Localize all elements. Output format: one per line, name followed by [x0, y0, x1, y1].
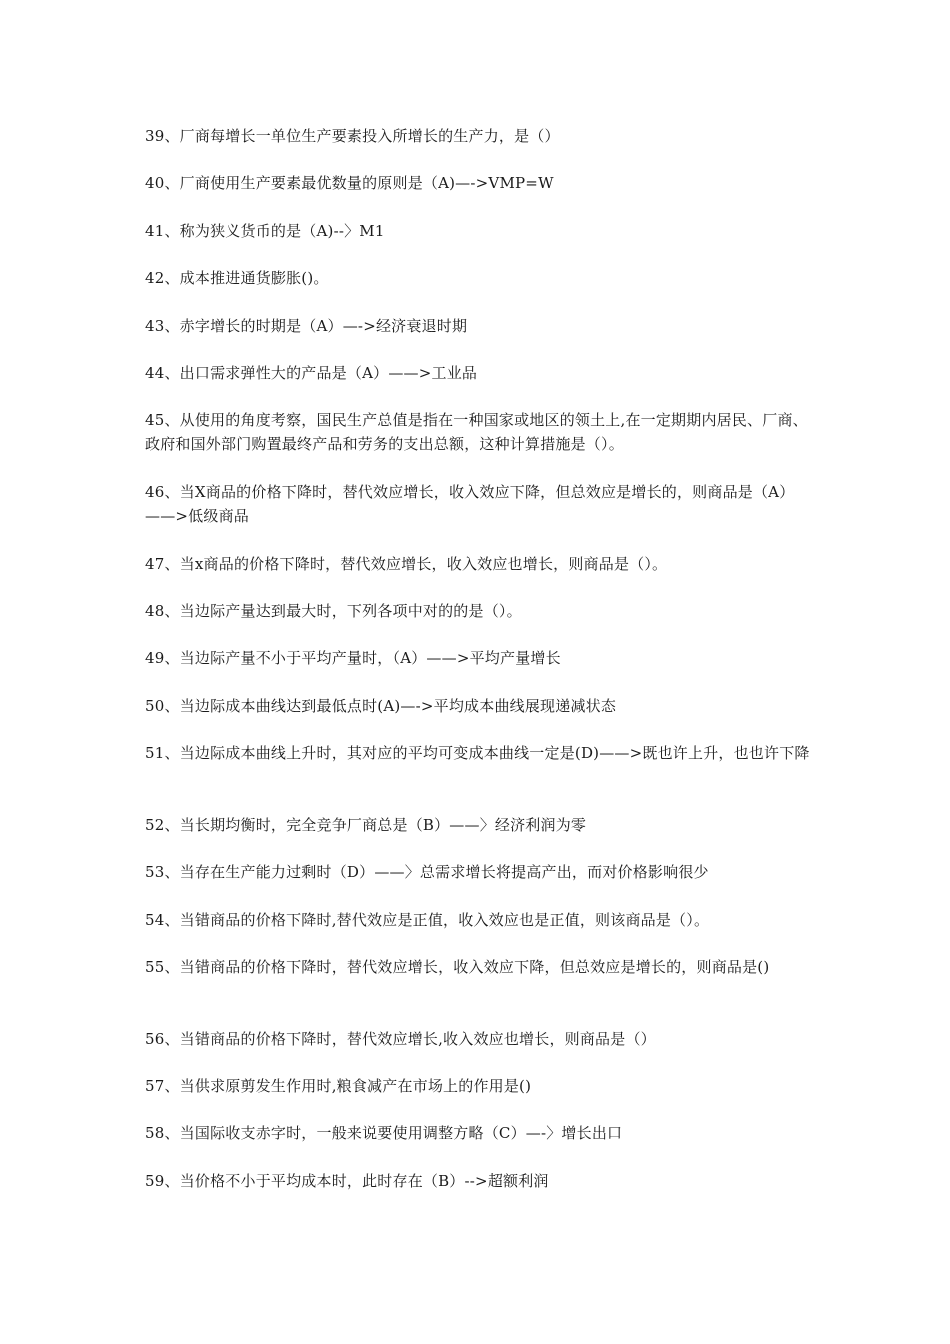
question-58: 58、当国际收支赤字时，一般来说要使用调整方略（C）—-〉增长出口: [145, 1124, 623, 1142]
question-42: 42、成本推进通货膨胀()。: [145, 269, 329, 287]
question-46: 46、当X商品的价格下降时，替代效应增长，收入效应下降，但总效应是增长的，则商品是（A）——>低级商品: [145, 483, 795, 525]
question-43: 43、赤字增长的时期是（A）—->经济衰退时期: [145, 317, 468, 335]
question-56: 56、当错商品的价格下降时，替代效应增长,收入效应也增长，则商品是（）: [145, 1030, 656, 1048]
question-59: 59、当价格不小于平均成本时，此时存在（B）-->超额利润: [145, 1172, 549, 1190]
question-47: 47、当x商品的价格下降时，替代效应增长，收入效应也增长，则商品是（）。: [145, 555, 668, 573]
question-55: 55、当错商品的价格下降时，替代效应增长，收入效应下降，但总效应是增长的，则商品是(): [145, 958, 770, 976]
question-54: 54、当错商品的价格下降时,替代效应是正值，收入效应也是正值，则该商品是（）。: [145, 911, 710, 929]
question-51: 51、当边际成本曲线上升时，其对应的平均可变成本曲线一定是(D)——>既也许上升，也也许下降: [145, 744, 810, 762]
question-49: 49、当边际产量不小于平均产量时，（A）——>平均产量增长: [145, 649, 561, 667]
question-41: 41、称为狭义货币的是（A)--〉M1: [145, 222, 385, 240]
question-50: 50、当边际成本曲线达到最低点时(A)—->平均成本曲线展现递减状态: [145, 697, 617, 715]
question-45: 45、从使用的角度考察，国民生产总值是指在一种国家或地区的领土上,在一定期期内居民、厂商、政府和国外部门购置最终产品和劳务的支出总额，这种计算措施是（）。: [145, 411, 808, 453]
question-40: 40、厂商使用生产要素最优数量的原则是（A)—->VMP=W: [145, 174, 554, 192]
question-53: 53、当存在生产能力过剩时（D）——〉总需求增长将提高产出，而对价格影响很少: [145, 863, 709, 881]
question-57: 57、当供求原剪发生作用时,粮食减产在市场上的作用是(): [145, 1077, 532, 1095]
question-48: 48、当边际产量达到最大时，下列各项中对的的是（）。: [145, 602, 522, 620]
question-44: 44、出口需求弹性大的产品是（A）——>工业品: [145, 364, 478, 382]
question-39: 39、厂商每增长一单位生产要素投入所增长的生产力，是（）: [145, 127, 560, 145]
question-52: 52、当长期均衡时，完全竞争厂商总是（B）——〉经济利润为零: [145, 816, 587, 834]
